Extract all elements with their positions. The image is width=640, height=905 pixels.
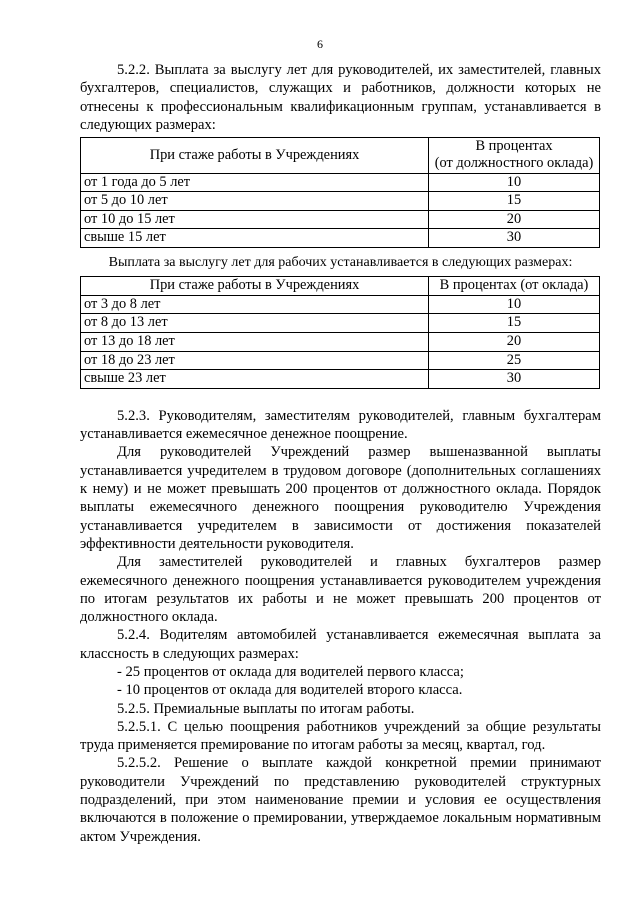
table-header-stage: При стаже работы в Учреждениях — [81, 138, 429, 173]
table-row — [81, 173, 600, 192]
paragraph-deputies-bonus: Для заместителей руководителей и главных бухгалтеров размер ежемесячного денежного поощрения устанавливается руководителем учреждения по итогам результатов их работы и не может превышать 200 процентов от должностного оклада. — [80, 554, 601, 626]
table-cell-percent: 20 — [429, 210, 600, 229]
table-cell-stage: от 5 до 10 лет — [81, 192, 429, 211]
table-cell-percent: 30 — [429, 370, 600, 389]
table-row — [81, 314, 600, 333]
table-row — [81, 229, 600, 248]
table-row — [81, 192, 600, 211]
table-cell-percent: 25 — [429, 351, 600, 370]
table-cell-stage: от 10 до 15 лет — [81, 210, 429, 229]
table-cell-percent: 20 — [429, 333, 600, 352]
table-cell-percent: 15 — [429, 314, 600, 333]
table-header-percent-line1: В процентах — [475, 138, 553, 155]
paragraph-heads-bonus: Для руководителей Учреждений размер вышеназванной выплаты устанавливается учредителем в трудовом договоре (дополнительных соглашениях к нему) и не может превышать 200 процентов от должностного оклада. Порядок выплаты ежемесячного денежного поощрения руководителю Учреждения устанавливается учредителем в зависимости от достижения показателей эффективности деятельности руководителя. — [80, 444, 601, 552]
table-row — [81, 351, 600, 370]
table-header-percent — [429, 138, 600, 173]
table-row — [81, 295, 600, 314]
table-cell-stage: от 18 до 23 лет — [81, 351, 429, 370]
paragraph-5-2-2: 5.2.2. Выплата за выслугу лет для руководителей, их заместителей, главных бухгалтеров, специалистов, служащих и работников, должности которых не отнесены к профессиональным квалификационным группам, устанавливается в следующих размерах: — [80, 62, 601, 133]
table-cell-stage: от 13 до 18 лет — [81, 333, 429, 352]
table-header-row — [81, 138, 600, 173]
table2-caption: Выплата за выслугу лет для рабочих устанавливается в следующих размерах: — [108, 254, 573, 270]
table-row — [81, 210, 600, 229]
page-number: 6 — [317, 37, 323, 51]
paragraph-5-2-3: 5.2.3. Руководителям, заместителям руководителей, главным бухгалтерам устанавливается ежемесячное денежное поощрение. — [80, 407, 601, 443]
table-header-stage: При стаже работы в Учреждениях — [81, 277, 429, 296]
table-cell-stage: свыше 23 лет — [81, 370, 429, 389]
table-cell-stage: от 3 до 8 лет — [81, 295, 429, 314]
table-header-percent: В процентах (от оклада) — [429, 277, 600, 296]
paragraph-5-2-5: 5.2.5. Премиальные выплаты по итогам работы. — [117, 700, 415, 717]
table-cell-percent: 30 — [429, 229, 600, 248]
table-cell-percent: 15 — [429, 192, 600, 211]
table-cell-stage: от 1 года до 5 лет — [81, 173, 429, 192]
seniority-table-workers — [80, 276, 600, 389]
list-item: - 25 процентов от оклада для водителей первого класса; — [117, 663, 464, 680]
paragraph-5-2-5-1: 5.2.5.1. С целью поощрения работников учреждений за общие результаты труда применяется премирование по итогам работы за месяц, квартал, год. — [80, 718, 601, 754]
document-body — [80, 61, 601, 846]
table-cell-percent: 10 — [429, 173, 600, 192]
table-row — [81, 370, 600, 389]
table-header-row — [81, 277, 600, 296]
table-row — [81, 333, 600, 352]
table-header-percent-line2: (от должностного оклада) — [434, 155, 594, 172]
list-item: - 10 процентов от оклада для водителей второго класса. — [117, 682, 463, 699]
seniority-table-employees — [80, 137, 600, 248]
table-cell-stage: от 8 до 13 лет — [81, 314, 429, 333]
paragraph-5-2-4: 5.2.4. Водителям автомобилей устанавливается ежемесячная выплата за классность в следующих размерах: — [80, 627, 601, 662]
table-cell-stage: свыше 15 лет — [81, 229, 429, 248]
paragraph-5-2-5-2: 5.2.5.2. Решение о выплате каждой конкретной премии принимают руководители Учреждений по представлению руководителей структурных подразделений, при этом наименование премии и условия ее осуществления включаются в положение о премировании, утверждаемое локальным нормативным актом Учреждения. — [80, 755, 601, 845]
table-cell-percent: 10 — [429, 295, 600, 314]
